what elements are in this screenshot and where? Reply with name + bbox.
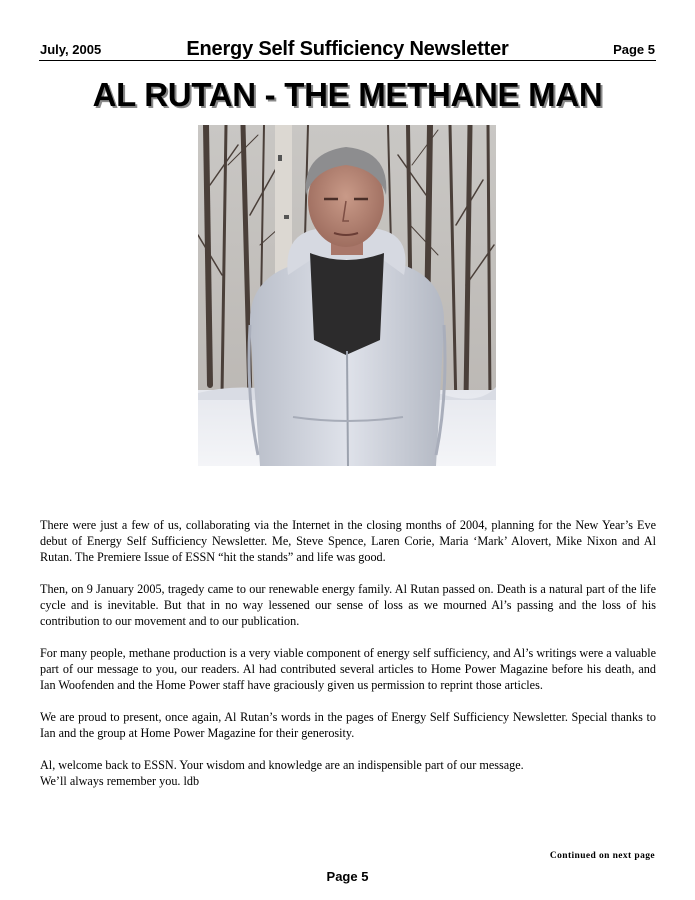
article-paragraph-4: We are proud to present, once again, Al Rutan’s words in the pages of Energy Self Sufficiency Newsletter. Special thanks to Ian and the group at Home Power Magazine for their generosity. xyxy=(40,710,656,740)
issue-date: July, 2005 xyxy=(40,42,102,57)
article-paragraph-2: Then, on 9 January 2005, tragedy came to our renewable energy family. Al Rutan passed on. Death is a natural part of the life cycle and is inevitable. But that in no way lessened our sense of loss as we mourned Al’s passing and the loss of his contribution to our movement and to our publication. xyxy=(40,582,656,628)
header-divider xyxy=(39,60,656,61)
article-body xyxy=(40,517,656,789)
closing-line-2: We’ll always remember you. ldb xyxy=(40,774,200,788)
newsletter-title: Energy Self Sufficiency Newsletter xyxy=(186,38,509,60)
portrait-photo xyxy=(198,125,496,466)
closing-line-1: Al, welcome back to ESSN. Your wisdom and knowledge are an indispensible part of our message. xyxy=(40,758,524,772)
article-paragraph-5 xyxy=(40,757,656,789)
header-page-number: Page 5 xyxy=(613,42,655,57)
page-header xyxy=(39,38,656,64)
footer-page-number: Page 5 xyxy=(326,869,369,884)
article-paragraph-3: For many people, methane production is a very viable component of energy self sufficiency, and Al’s writings were a valuable part of our message to you, our readers. Al had contributed several articles to Home Power Magazine before his death, and Ian Woofenden and the Home Power staff have graciously given us permission to reprint those articles. xyxy=(40,646,656,692)
continued-note: Continued on next page xyxy=(549,851,655,861)
article-paragraph-1: There were just a few of us, collaborating via the Internet in the closing months of 2004, planning for the New Year’s Eve debut of Energy Self Sufficiency Newsletter. Me, Steve Spence, Laren Corie, Maria ‘Mark’ Alovert, Mike Nixon and Al Rutan. The Premiere Issue of ESSN “hit the stands” and life was good. xyxy=(40,518,656,564)
article-headline: AL RUTAN - THE METHANE MAN xyxy=(92,76,603,113)
